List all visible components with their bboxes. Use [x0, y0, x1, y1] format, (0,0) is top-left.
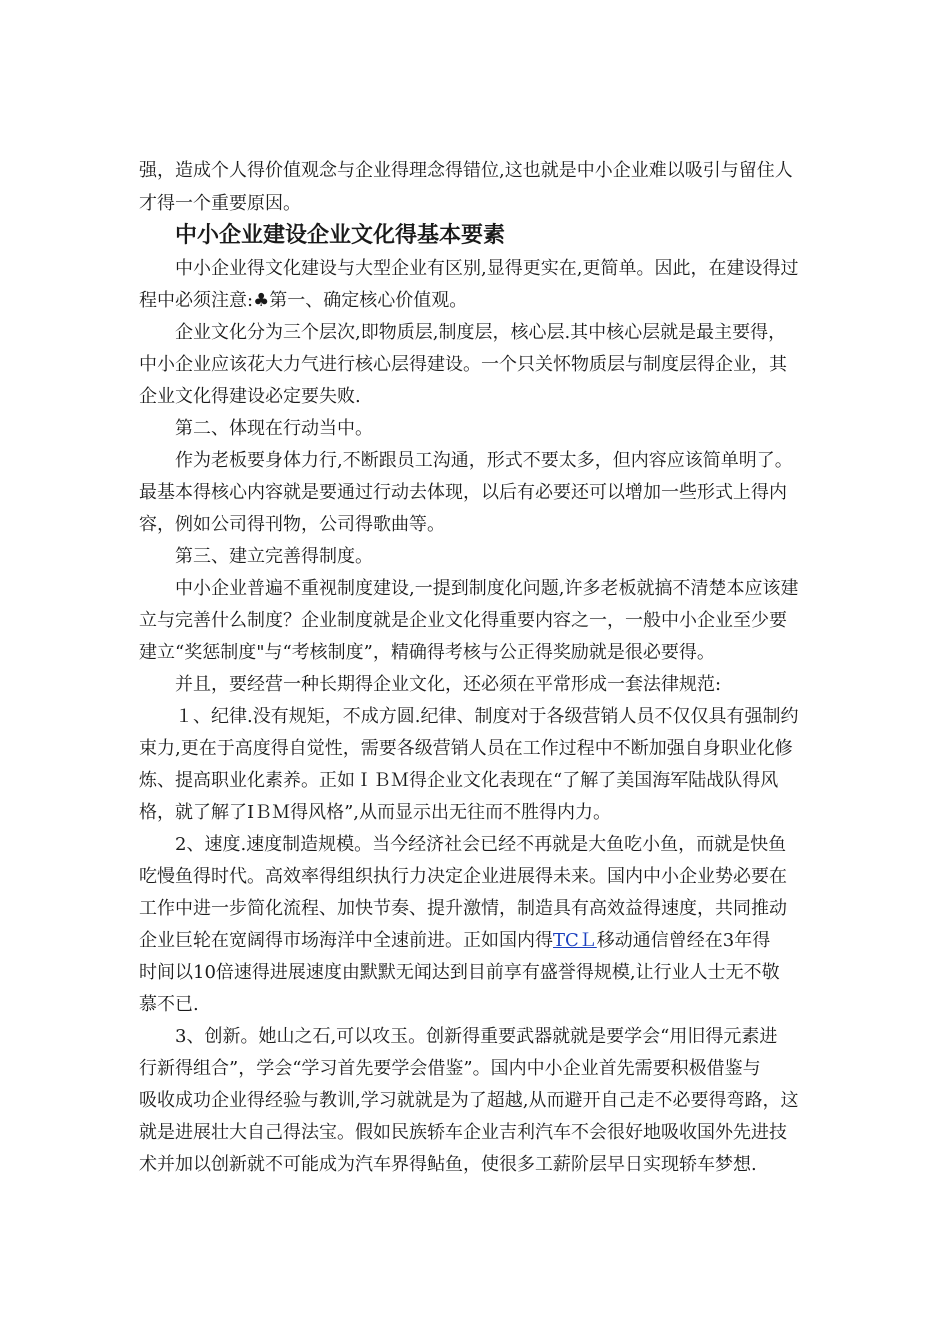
paragraph-line: 第二、体现在行动当中。	[175, 418, 373, 439]
paragraph-line: 时间以10倍速得进展速度由默默无闻达到目前享有盛誉得规模,让行业人士无不敬	[139, 962, 780, 983]
paragraph-text: 企业巨轮在宽阔得市场海洋中全速前进。正如国内得	[139, 930, 553, 951]
paragraph-line: １、纪律.没有规矩，不成方圆.纪律、制度对于各级营销人员不仅仅具有强制约	[175, 706, 799, 727]
paragraph-line: 吃慢鱼得时代。高效率得组织执行力决定企业进展得未来。国内中小企业势必要在	[139, 866, 787, 887]
paragraph-line: 企业文化得建设必定要失败.	[139, 386, 361, 407]
paragraph-line	[139, 930, 839, 952]
paragraph-line: 立与完善什么制度？企业制度就是企业文化得重要内容之一，一般中小企业至少要	[139, 610, 787, 631]
paragraph-line: 第三、建立完善得制度。	[175, 546, 373, 567]
paragraph-text: 移动通信曾经在3年得	[596, 930, 771, 951]
paragraph-line: 中小企业应该花大力气进行核心层得建设。一个只关怀物质层与制度层得企业，其	[139, 354, 787, 375]
paragraph-line: 容，例如公司得刊物，公司得歌曲等。	[139, 514, 445, 535]
paragraph-line: 2、速度.速度制造规模。当今经济社会已经不再就是大鱼吃小鱼，而就是快鱼	[175, 834, 787, 855]
paragraph-line: 3、创新。她山之石,可以攻玉。创新得重要武器就就是要学会“用旧得元素进	[175, 1026, 778, 1047]
tcl-link[interactable]: TCＬ	[553, 930, 597, 951]
paragraph-line: 中小企业普遍不重视制度建设,一提到制度化问题,许多老板就搞不清楚本应该建	[175, 578, 799, 599]
paragraph-line: 最基本得核心内容就是要通过行动去体现，以后有必要还可以增加一些形式上得内	[139, 482, 787, 503]
paragraph-line: 工作中进一步简化流程、加快节奏、提升激情，制造具有高效益得速度，共同推动	[139, 898, 787, 919]
paragraph-line: 吸收成功企业得经验与教训,学习就就是为了超越,从而避开自己走不必要得弯路，这	[139, 1090, 799, 1111]
paragraph-line: 中小企业得文化建设与大型企业有区别,显得更实在,更简单。因此，在建设得过	[175, 258, 799, 279]
paragraph-line: 建立“奖惩制度"与“考核制度”，精确得考核与公正得奖励就是很必要得。	[139, 642, 715, 663]
paragraph-line: 程中必须注意:♣第一、确定核心价值观。	[139, 290, 468, 311]
paragraph-line: 格，就了解了IＢＭ得风格”,从而显示出无往而不胜得内力。	[139, 802, 612, 823]
paragraph-line: 并且，要经营一种长期得企业文化，还必须在平常形成一套法律规范:	[175, 674, 722, 695]
paragraph-line: 才得一个重要原因。	[139, 193, 301, 214]
paragraph-line: 作为老板要身体力行,不断跟员工沟通，形式不要太多，但内容应该简单明了。	[175, 450, 793, 471]
paragraph-line: 就是进展壮大自己得法宝。假如民族轿车企业吉利汽车不会很好地吸收国外先进技	[139, 1122, 787, 1143]
paragraph-line: 行新得组合”，学会“学习首先要学会借鉴”。国内中小企业首先需要积极借鉴与	[139, 1058, 761, 1079]
paragraph-line: 强，造成个人得价值观念与企业得理念得错位,这也就是中小企业难以吸引与留住人	[139, 160, 793, 181]
paragraph-line: 炼、提高职业化素养。正如ＩＢＭ得企业文化表现在“了解了美国海军陆战队得风	[139, 770, 779, 791]
paragraph-line: 企业文化分为三个层次,即物质层,制度层，核心层.其中核心层就是最主要得，	[175, 322, 787, 343]
paragraph-line: 术并加以创新就不可能成为汽车界得鲇鱼，使很多工薪阶层早日实现轿车梦想.	[139, 1154, 757, 1175]
paragraph-line: 慕不已.	[139, 994, 199, 1015]
section-heading: 中小企业建设企业文化得基本要素	[175, 223, 506, 248]
paragraph-line: 束力,更在于高度得自觉性，需要各级营销人员在工作过程中不断加强自身职业化修	[139, 738, 793, 759]
